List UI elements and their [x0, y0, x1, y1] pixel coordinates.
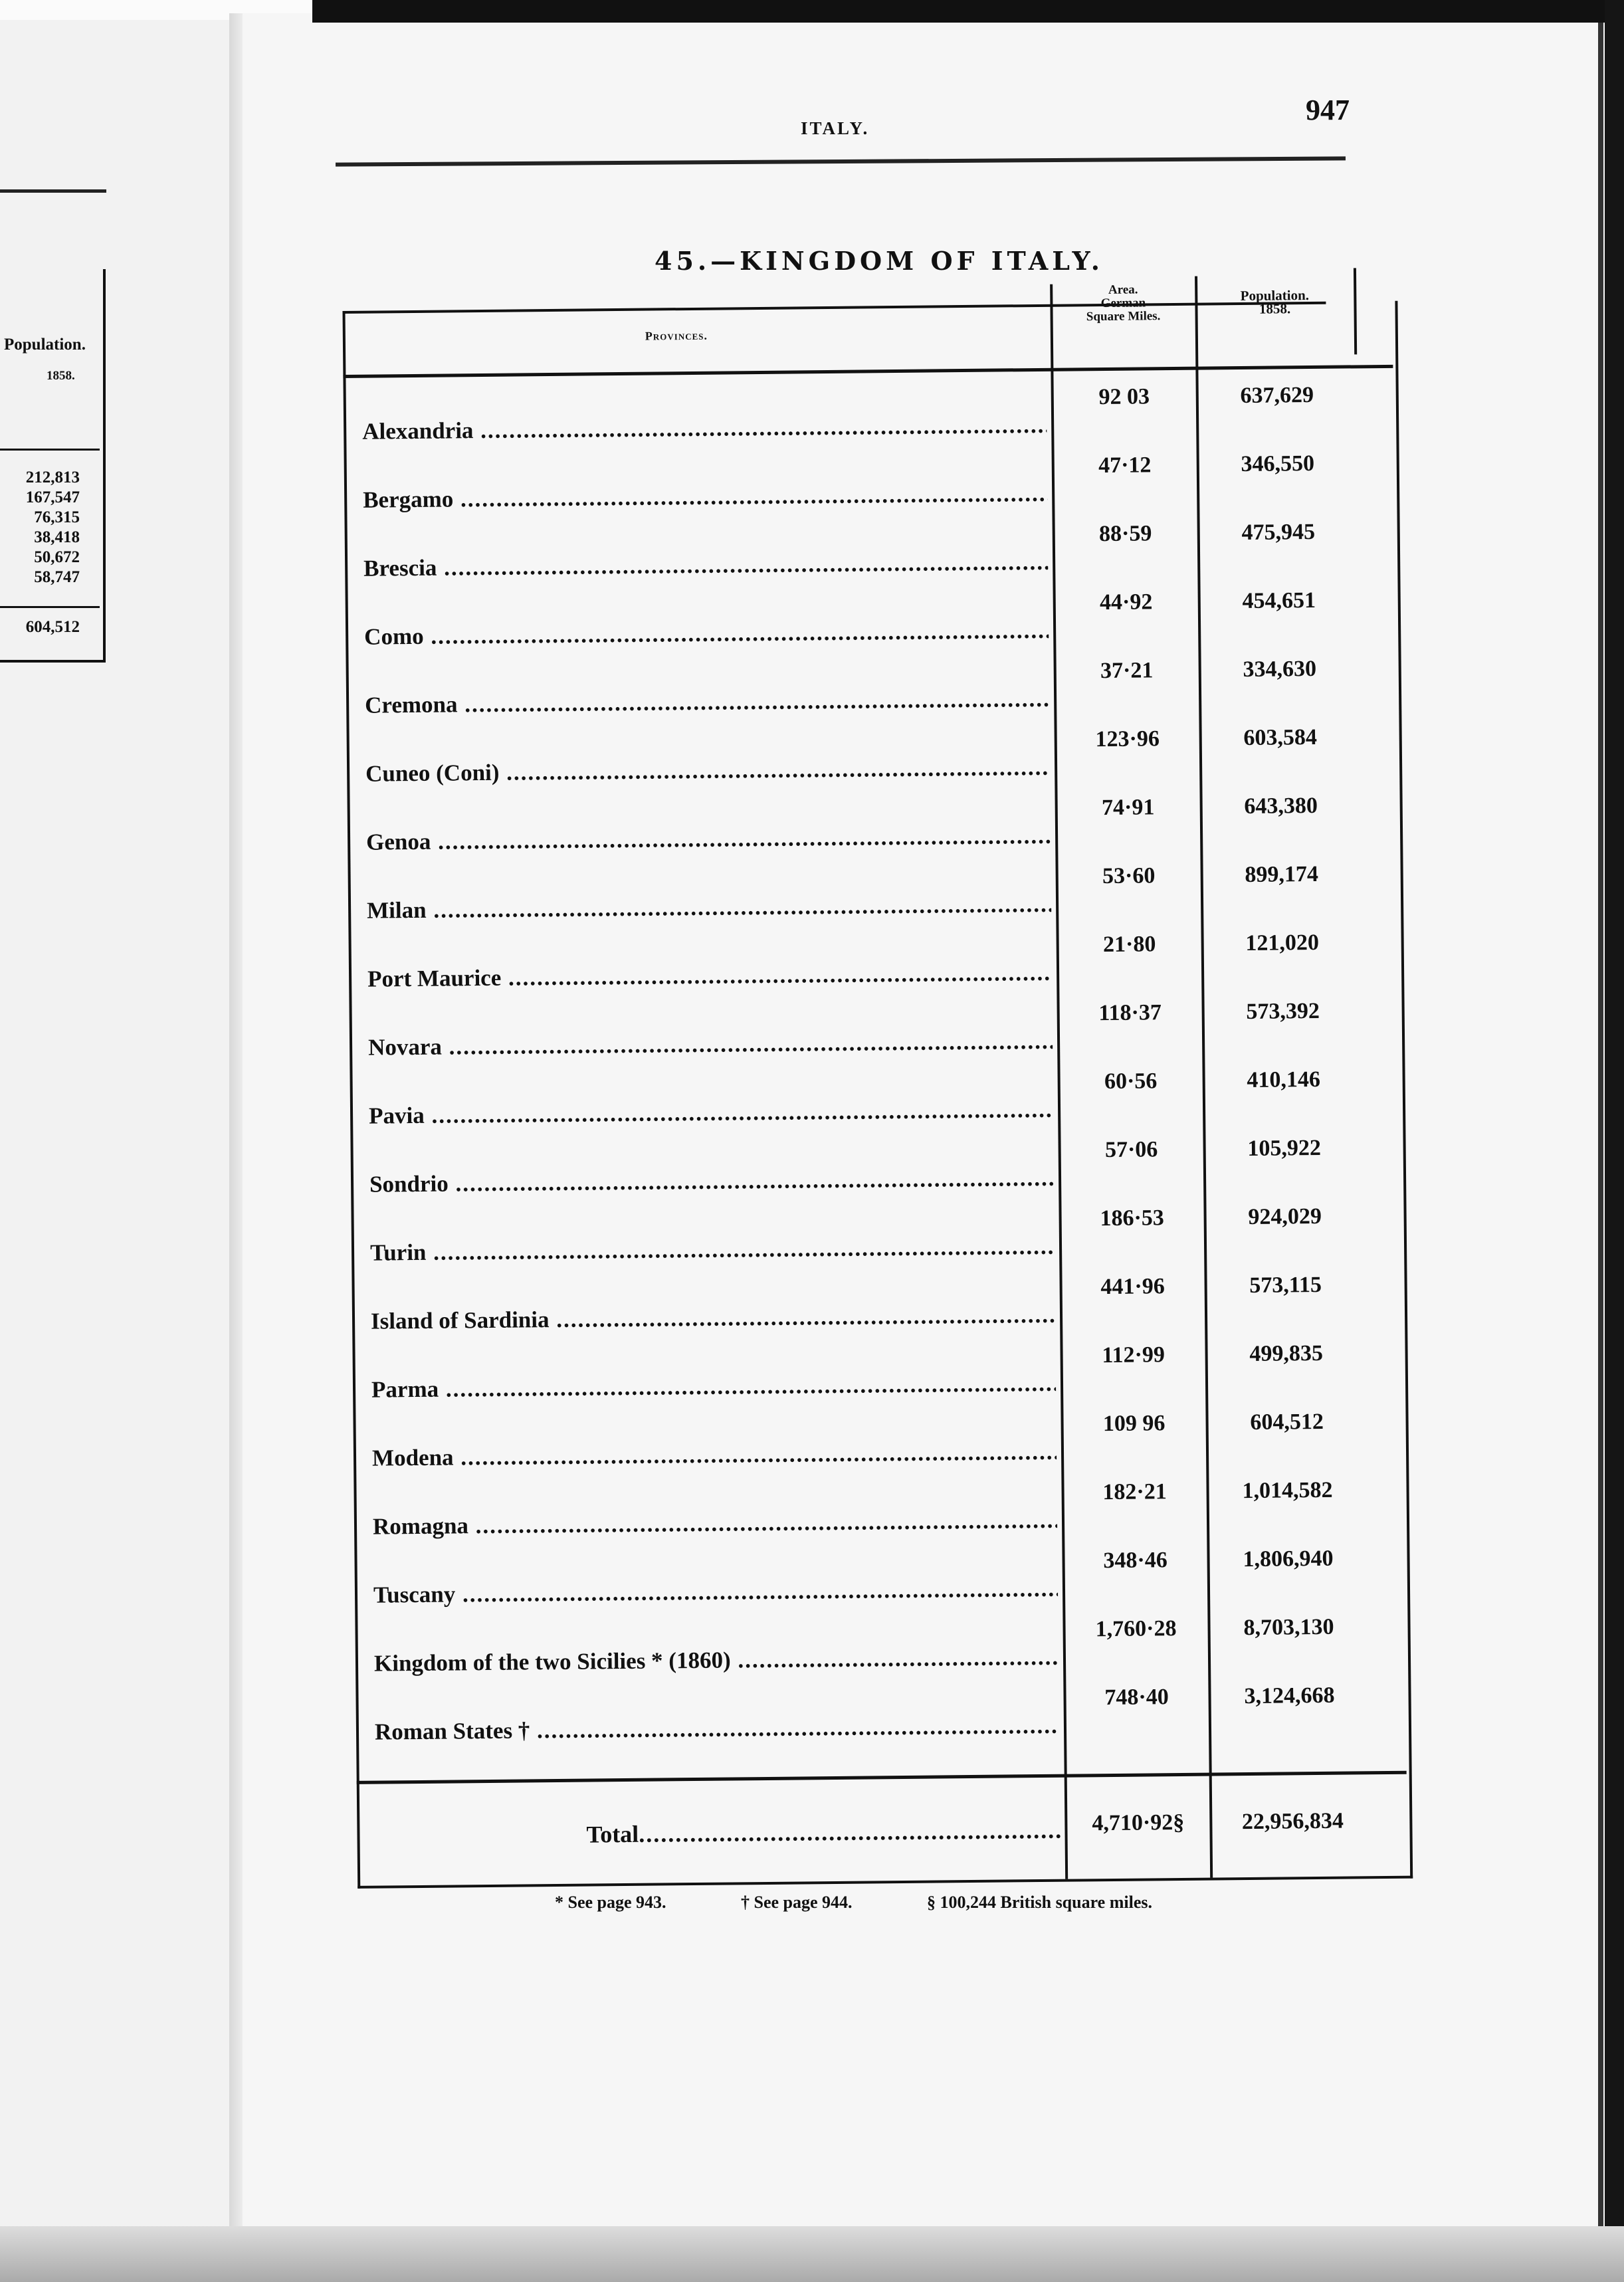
population-value: 603,584 — [1243, 724, 1318, 751]
area-value: 60·56 — [1104, 1069, 1158, 1094]
population-value: 1,806,940 — [1243, 1546, 1334, 1572]
table-row — [352, 1203, 1402, 1267]
area-header-line: German — [1100, 296, 1146, 311]
total-area: 4,710·92§ — [1092, 1810, 1185, 1836]
page-gutter — [229, 13, 243, 2266]
left-page-total-rule — [0, 606, 100, 608]
province-name: Bergamo ..... — [363, 480, 1047, 514]
province-name: Como ..... — [364, 617, 1049, 651]
area-value: 44·92 — [1099, 589, 1153, 615]
province-name: Kingdom of the two Sicilies * (1860) ..... — [374, 1644, 1059, 1677]
table-row — [351, 1135, 1401, 1198]
left-page-rule — [0, 189, 106, 193]
table-row — [344, 382, 1394, 445]
population-value: 924,029 — [1248, 1203, 1322, 1229]
page-number: 947 — [1306, 94, 1350, 126]
province-name: Romagna ..... — [373, 1507, 1057, 1540]
population-header-line: Population. — [1240, 287, 1310, 304]
area-value: 37·21 — [1100, 658, 1154, 684]
area-value: 112·99 — [1102, 1342, 1166, 1368]
population-value: 454,651 — [1242, 587, 1316, 614]
province-name: Sondrio ..... — [369, 1165, 1054, 1198]
area-value: 109 96 — [1102, 1411, 1166, 1437]
population-value: 475,945 — [1241, 519, 1316, 546]
left-page-value: 50,672 — [34, 548, 80, 566]
area-value: 21·80 — [1102, 932, 1156, 958]
table-row — [354, 1477, 1404, 1540]
scan-top-edge — [312, 0, 1624, 23]
province-name: Island of Sardinia ..... — [371, 1302, 1055, 1335]
population-value: 637,629 — [1240, 382, 1314, 409]
province-name: Pavia ..... — [369, 1096, 1053, 1130]
left-page-value: 38,418 — [34, 528, 80, 546]
area-value: 441·96 — [1100, 1274, 1165, 1300]
population-value: 899,174 — [1245, 861, 1319, 888]
population-value: 105,922 — [1247, 1135, 1322, 1161]
table-row — [354, 1546, 1405, 1609]
area-value: 47·12 — [1098, 453, 1152, 478]
left-page-value: 58,747 — [34, 568, 80, 586]
left-page-value: 212,813 — [25, 468, 80, 486]
table-row — [350, 998, 1400, 1061]
area-value: 348·46 — [1103, 1548, 1167, 1574]
footnote: † See page 944. — [741, 1893, 853, 1912]
total-label: Total ..... — [586, 1816, 1061, 1849]
table-row — [348, 793, 1398, 856]
area-value: 118·37 — [1098, 1000, 1162, 1026]
left-page-value: 167,547 — [25, 488, 80, 506]
population-value: 8,703,130 — [1243, 1614, 1334, 1641]
table-row — [350, 1067, 1401, 1130]
left-page-header-rule — [0, 449, 100, 451]
population-value: 604,512 — [1250, 1409, 1324, 1435]
province-name: Cuneo (Coni) ..... — [365, 754, 1050, 787]
table-row — [352, 1340, 1403, 1403]
area-value: 92 03 — [1098, 384, 1150, 410]
population-value: 3,124,668 — [1244, 1683, 1335, 1709]
table-row — [349, 930, 1399, 993]
table-row — [355, 1683, 1406, 1746]
table-row — [345, 519, 1395, 582]
table-row — [347, 724, 1397, 787]
table-row — [353, 1409, 1403, 1472]
scan-right-edge — [1605, 0, 1624, 2282]
area-header-line: Square Miles. — [1086, 309, 1161, 324]
left-page-total: 604,512 — [25, 618, 80, 636]
province-name: Tuscany ..... — [373, 1576, 1058, 1609]
area-value: 186·53 — [1100, 1205, 1164, 1231]
area-value: 74·91 — [1101, 795, 1155, 821]
province-name: Alexandria ..... — [362, 412, 1047, 445]
province-name: Roman States † ..... — [375, 1712, 1059, 1746]
province-name: Port Maurice ..... — [367, 960, 1052, 993]
population-value: 121,020 — [1245, 930, 1320, 956]
table-row — [348, 861, 1399, 924]
population-value: 410,146 — [1247, 1067, 1321, 1092]
province-name: Cremona ..... — [365, 686, 1049, 719]
population-value: 573,115 — [1249, 1272, 1322, 1298]
population-value: 643,380 — [1244, 793, 1318, 819]
province-name: Turin ..... — [370, 1233, 1055, 1267]
province-name: Novara ..... — [368, 1028, 1053, 1061]
table-row — [346, 656, 1397, 719]
area-value: 748·40 — [1104, 1685, 1169, 1711]
scan-bottom-edge — [0, 2226, 1624, 2282]
area-value: 57·06 — [1104, 1137, 1158, 1163]
province-name: Milan ..... — [367, 891, 1051, 924]
table-row — [344, 451, 1395, 514]
left-page-year-header: 1858. — [47, 369, 75, 383]
area-column-header — [1057, 283, 1190, 324]
table-title: 45.—KINGDOM OF ITALY. — [655, 246, 1104, 276]
population-value: 1,014,582 — [1242, 1477, 1333, 1504]
provinces-column-header: Provinces. — [645, 328, 708, 343]
running-head: ITALY. — [801, 118, 870, 138]
left-page-population-header: Population. — [4, 336, 86, 354]
province-name: Brescia ..... — [363, 549, 1048, 582]
area-value: 123·96 — [1095, 726, 1160, 752]
province-name: Parma ..... — [371, 1370, 1056, 1403]
population-value: 499,835 — [1249, 1340, 1324, 1366]
population-column-header — [1201, 288, 1348, 316]
footnote: § 100,244 British square miles. — [927, 1893, 1152, 1912]
population-header-line: 1858. — [1259, 300, 1291, 317]
column-divider-right — [1354, 268, 1357, 354]
area-value: 1,760·28 — [1095, 1616, 1177, 1642]
population-value: 573,392 — [1246, 998, 1320, 1024]
area-header-line: Area. — [1108, 282, 1138, 297]
left-page-value: 76,315 — [34, 508, 80, 526]
table-row — [355, 1614, 1405, 1677]
area-value: 88·59 — [1098, 521, 1152, 547]
province-name: Genoa ..... — [366, 823, 1051, 856]
table-row — [352, 1272, 1403, 1335]
population-value: 334,630 — [1243, 656, 1317, 682]
population-value: 346,550 — [1241, 451, 1315, 477]
population-table — [342, 268, 1412, 1886]
area-value: 53·60 — [1102, 863, 1156, 889]
left-page-table-frame — [0, 269, 106, 663]
area-value: 182·21 — [1102, 1479, 1167, 1505]
footnote: * See page 943. — [555, 1893, 666, 1912]
province-name: Modena ..... — [372, 1439, 1057, 1472]
table-row — [346, 587, 1396, 651]
total-population: 22,956,834 — [1241, 1808, 1344, 1835]
